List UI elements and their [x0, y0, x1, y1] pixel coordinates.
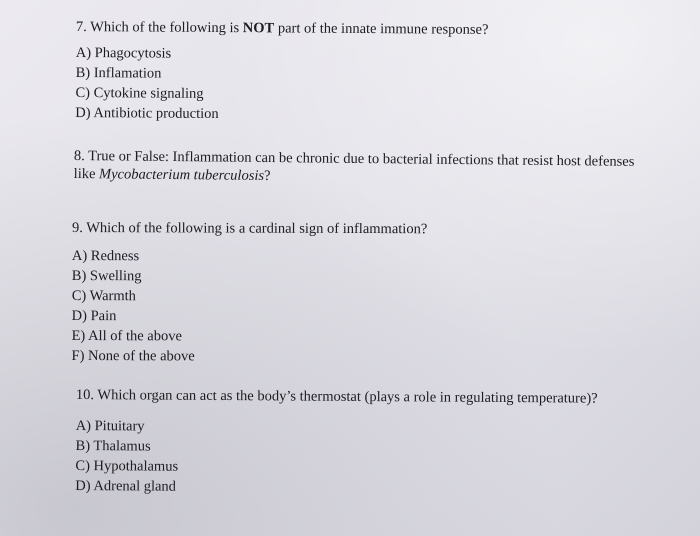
option-7a: A) Phagocytosis [75, 44, 172, 62]
question-8-line-2-prefix: like [73, 165, 100, 183]
option-9f: F) None of the above [71, 347, 195, 365]
option-9a: A) Redness [71, 247, 140, 265]
question-7-suffix: part of the innate immune response? [274, 20, 489, 38]
question-8-line-2-suffix: ? [263, 167, 271, 185]
question-7-text [76, 18, 489, 39]
option-7d: D) Antibiotic production [75, 104, 219, 122]
question-10-text: 10. Which organ can act as the body’s thermostat (plays a role in regulating temperature)? [75, 386, 598, 407]
option-10c: C) Hypothalamus [75, 457, 179, 475]
option-9e: E) All of the above [71, 327, 182, 345]
option-7c: C) Cytokine signaling [75, 84, 204, 102]
question-10-options [75, 416, 597, 500]
question-8 [74, 147, 635, 189]
question-10 [75, 386, 597, 500]
question-9-options [71, 246, 427, 367]
option-9d: D) Pain [71, 307, 117, 325]
question-8-text [74, 147, 635, 189]
question-7-emphasis: NOT [242, 20, 275, 37]
option-7b: B) Inflamation [75, 64, 162, 82]
question-9 [71, 219, 427, 367]
question-8-line-1: 8. True or False: Inflammation can be chronic due to bacterial infections that resist host defenses [73, 147, 635, 170]
option-10d: D) Adrenal gland [75, 477, 177, 495]
option-10a: A) Pituitary [75, 417, 145, 435]
question-9-text: 9. Which of the following is a cardinal sign of inflammation? [71, 220, 428, 238]
organism-name: Mycobacterium tuberculosis [99, 166, 265, 184]
option-10b: B) Thalamus [75, 437, 151, 455]
question-7-options [75, 43, 488, 126]
question-7 [75, 18, 488, 126]
option-9b: B) Swelling [71, 267, 142, 285]
option-9c: C) Warmth [71, 287, 136, 305]
question-7-prefix: 7. Which of the following is [75, 18, 243, 37]
